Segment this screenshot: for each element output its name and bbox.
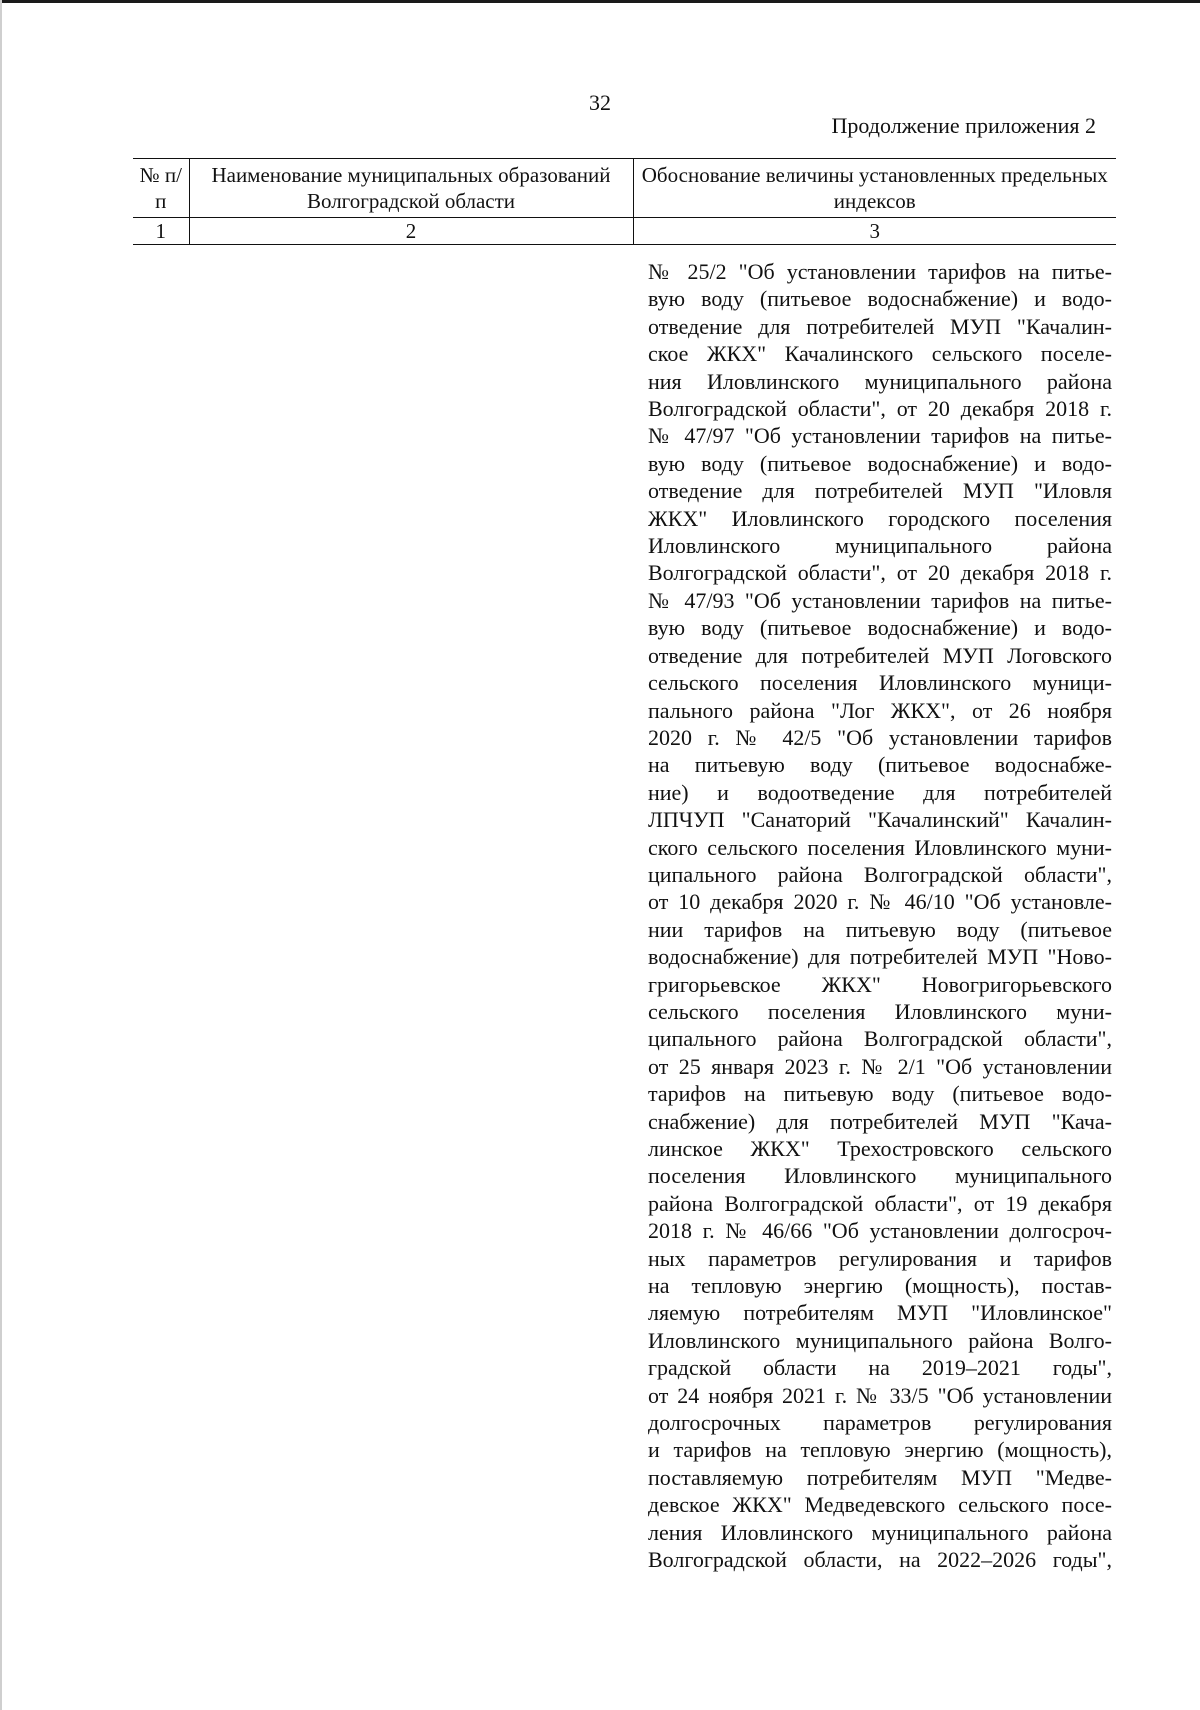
text-line: ского сельского поселения Иловлинского муни-	[648, 834, 1112, 860]
text-line: девское ЖКХ" Медведевского сельского посе-	[648, 1492, 1112, 1518]
text-line: ния Иловлинского муниципального района	[648, 368, 1112, 394]
text-line: ципального района Волгоградской области",	[648, 1026, 1112, 1052]
text-line: ние) и водоотведение для потребителей	[648, 779, 1112, 805]
text-line: долгосрочных параметров регулирования	[648, 1410, 1112, 1436]
table-column-number-row	[133, 218, 1116, 245]
text-line: отведение для потребителей МУП Логовского	[648, 642, 1112, 668]
text-line: отведение для потребителей МУП "Качалин-	[648, 313, 1112, 339]
table-header-row	[133, 159, 1116, 218]
text-line: григорьевское ЖКХ" Новогригорьевского	[648, 971, 1112, 997]
scan-edge-left	[0, 0, 2, 1710]
text-line: водоснабжение) для потребителей МУП "Ново-	[648, 944, 1112, 970]
header-cell-number: № п/п	[133, 159, 189, 218]
continuation-label: Продолжение приложения 2	[831, 113, 1096, 138]
text-line: поселения Иловлинского муниципального	[648, 1163, 1112, 1189]
text-line: сельского поселения Иловлинского муници-	[648, 670, 1112, 696]
column-number-1: 1	[133, 218, 189, 245]
text-line: нии тарифов на питьевую воду (питьевое	[648, 916, 1112, 942]
text-line: вую воду (питьевое водоснабжение) и водо-	[648, 615, 1112, 641]
text-line: отведение для потребителей МУП "Иловля	[648, 478, 1112, 504]
text-line: тарифов на питьевую воду (питьевое водо-	[648, 1081, 1112, 1107]
text-line: Иловлинского муниципального района	[648, 533, 1112, 559]
text-line: Иловлинского муниципального района Волго-	[648, 1327, 1112, 1353]
text-line: сельского поселения Иловлинского муни-	[648, 998, 1112, 1024]
text-line: № 47/93 "Об установлении тарифов на питье-	[648, 587, 1112, 613]
text-line: 2020 г. № 42/5 "Об установлении тарифов	[648, 724, 1112, 750]
text-line: линское ЖКХ" Трехостровского сельского	[648, 1136, 1112, 1161]
text-line: ципального района Волгоградской области",	[648, 861, 1112, 887]
text-line: ЖКХ" Иловлинского городского поселения	[648, 505, 1112, 531]
text-line: № 25/2 "Об установлении тарифов на питье-	[648, 259, 1112, 284]
text-line: от 25 января 2023 г. № 2/1 "Об установлении	[648, 1053, 1112, 1079]
text-line: Волгоградской области, на 2022–2026 годы",	[648, 1547, 1112, 1573]
text-line: района Волгоградской области", от 19 декабря	[648, 1190, 1112, 1216]
header-cell-municipality: Наименование муниципальных образований Волгоградской области	[189, 159, 633, 218]
text-line: от 24 ноября 2021 г. № 33/5 "Об установлении	[648, 1382, 1112, 1408]
column-number-2: 2	[189, 218, 633, 245]
page-number: 32	[589, 90, 611, 115]
text-line: ных параметров регулирования и тарифов	[648, 1245, 1112, 1271]
text-line: ляемую потребителям МУП "Иловлинское"	[648, 1300, 1112, 1326]
text-line: вую воду (питьевое водоснабжение) и водо-	[648, 286, 1112, 312]
justification-text	[648, 258, 1112, 1574]
text-line: от 10 декабря 2020 г. № 46/10 "Об установле-	[648, 889, 1112, 915]
text-line: и тарифов на тепловую энергию (мощность),	[648, 1437, 1112, 1463]
text-line: поставляемую потребителям МУП "Медве-	[648, 1464, 1112, 1490]
text-line: на питьевую воду (питьевое водоснабже-	[648, 752, 1112, 778]
scan-edge-top	[0, 0, 1200, 3]
text-line: Волгоградской области", от 20 декабря 2018 г.	[648, 560, 1112, 586]
text-line: снабжение) для потребителей МУП "Кача-	[648, 1108, 1112, 1134]
text-line: ЛПЧУП "Санаторий "Качалинский" Качалин-	[648, 807, 1112, 833]
text-line: ления Иловлинского муниципального района	[648, 1519, 1112, 1545]
text-line: ское ЖКХ" Качалинского сельского поселе-	[648, 341, 1112, 367]
text-line: на тепловую энергию (мощность), постав-	[648, 1273, 1112, 1299]
text-line: № 47/97 "Об установлении тарифов на питье-	[648, 423, 1112, 449]
appendix-table-header	[133, 158, 1116, 245]
column-number-3: 3	[633, 218, 1116, 245]
header-cell-justification: Обоснование величины установленных предельных индексов	[633, 159, 1116, 218]
text-line: 2018 г. № 46/66 "Об установлении долгосроч-	[648, 1218, 1112, 1244]
text-line: Волгоградской области", от 20 декабря 2018 г.	[648, 396, 1112, 422]
text-line: вую воду (питьевое водоснабжение) и водо-	[648, 450, 1112, 476]
text-line: градской области на 2019–2021 годы",	[648, 1355, 1112, 1381]
text-line: пального района "Лог ЖКХ", от 26 ноября	[648, 697, 1112, 723]
